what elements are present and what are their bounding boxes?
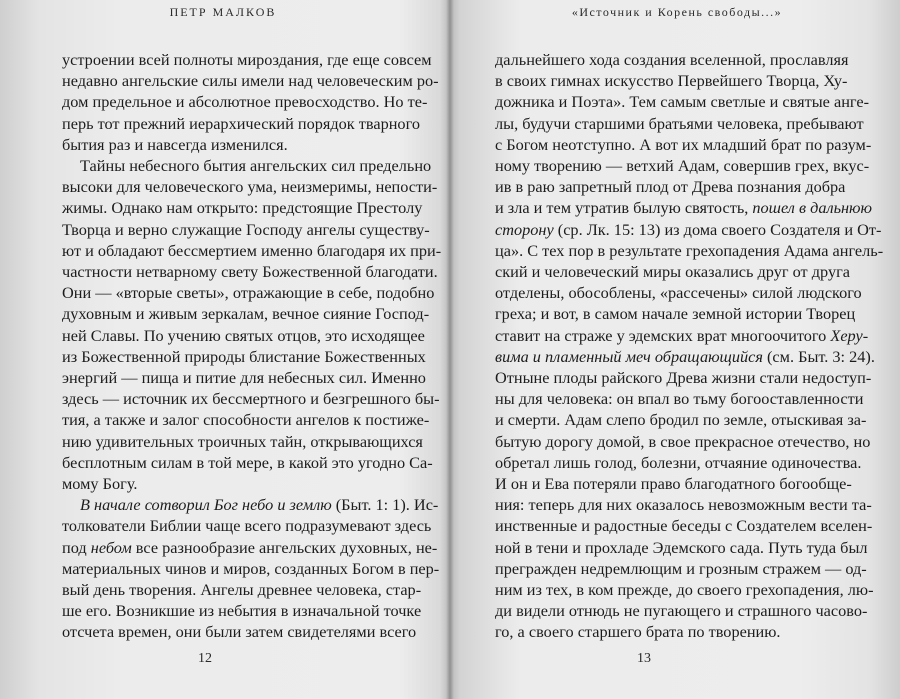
line-text: (ср. Лк. 15: 13) из дома своего Создателя и От-: [553, 219, 882, 239]
italic-text: пошел в дальнюю: [752, 198, 873, 218]
line-text: духовным и живым зеркалам, вечное сияние Господ-: [62, 304, 430, 324]
line-text: устроении всей полноты мироздания, где еще совсем: [62, 50, 432, 69]
line-text: бытия раз и навсегда изменился.: [62, 134, 288, 154]
line-text: ним из тех, в ком прежде, до своего грехопадения, лю-: [495, 580, 874, 599]
line-text: инственные и радостные беседы с Создателем вселен-: [495, 516, 873, 536]
line-text: прегражден недремлющим и грозным стражем — од-: [495, 558, 867, 578]
running-header-left: ПЕТР МАЛКОВ: [169, 5, 277, 19]
line-text: (см. Быт. 3: 24).: [762, 346, 875, 366]
text-line: [495, 620, 780, 644]
line-text: ному творению — ветхий Адам, совершив грех, вкус-: [495, 156, 870, 175]
line-text: мому Богу.: [62, 474, 138, 493]
line-text: нию удивительных троичных тайн, открывающихся: [62, 431, 423, 451]
line-text: толкователи Библии чаще всего подразумевают здесь: [62, 516, 432, 536]
line-text: с Богом неотступно. А вот их младший брат по разум-: [495, 134, 872, 154]
line-text: недавно ангельские силы имели над человеческим ро-: [62, 71, 439, 91]
line-text: ив в раю запретный плод от Древа познания добра: [495, 177, 846, 197]
line-text: ной в тени и прохладе Эдемского сада. Путь туда был: [495, 537, 868, 557]
line-text: Отныне плоды райского Древа жизни стали недоступ-: [495, 368, 872, 387]
page-number-right: 13: [637, 651, 651, 666]
line-text: и смерти. Адам слепо бродил по земле, отыскивая за-: [495, 410, 867, 430]
italic-text: Херу-: [830, 325, 869, 345]
line-text: дальнейшего хода создания вселенной, прославляя: [495, 50, 849, 69]
line-text: го, а своего старшего брата по творению.: [495, 622, 781, 642]
line-text: из Божественной природы блистание Божественных: [62, 346, 426, 366]
line-text: все разнообразие ангельских духовных, не-: [131, 537, 438, 557]
left-page: [0, 0, 446, 699]
italic-text: В начале сотворил Бог небо и землю: [80, 495, 332, 515]
line-text: материальных чинов и миров, созданных Богом в пер-: [62, 558, 440, 578]
line-text: Творца и верно служащие Господу ангелы существу-: [62, 219, 430, 239]
line-text: бытую дорогу домой, в свое прекрасное отечество, но: [495, 431, 871, 451]
line-text: ставит на страже у эдемских врат многоочитого: [495, 325, 831, 345]
line-text: ней Славы. По учению святых отцов, это исходящее: [62, 325, 425, 345]
line-text: и зла и тем утратив былую святость,: [495, 198, 753, 218]
line-text: отделены, обособлены, «рассечены» силой людского: [495, 283, 862, 303]
line-text: ны для человека: он впал во тьму богооставленности: [495, 389, 864, 409]
line-text: ют и обладают бессмертием именно благодаря их при-: [62, 240, 442, 260]
line-text: вый день творения. Ангелы древнее человека, стар-: [62, 580, 422, 599]
running-header-right: «Источник и Корень свободы...»: [571, 5, 783, 19]
line-text: под: [62, 537, 91, 557]
line-text: ский и человеческий миры оказались друг от друга: [495, 262, 850, 281]
line-text: Они — «вторые светы», отражающие в себе, подобно: [62, 283, 435, 303]
italic-text: вима и пламенный меч обращающийся: [495, 346, 763, 366]
line-text: перь тот прежний иерархический порядок тварного: [62, 113, 420, 133]
line-text: И он и Ева потеряли право благодатного богообще-: [495, 474, 852, 493]
line-text: бесплотным силам в той мере, в какой это угодно Са-: [62, 452, 433, 472]
line-text: частности нетварному свету Божественной благодати.: [62, 262, 438, 281]
line-text: здесь — источник их бессмертного и безгрешного бы-: [62, 389, 440, 409]
italic-text: небом: [90, 537, 132, 557]
line-text: отсчета времен, они были затем свидетелями всего: [62, 622, 417, 642]
book-spine: [446, 0, 454, 699]
line-text: ния: теперь для них оказалось невозможным вести та-: [495, 495, 872, 515]
page-number-left: 12: [198, 651, 212, 666]
line-text: обретал лишь голод, болезни, отчаяние одиночества.: [495, 452, 862, 472]
line-text: дожника и Поэта». Тем самым светлые и святые анге-: [495, 92, 870, 112]
right-page: [454, 0, 900, 699]
line-text: (Быт. 1: 1). Ис-: [331, 495, 439, 515]
line-text: энергий — пища и питие для небесных сил. Именно: [62, 368, 426, 387]
line-text: тия, а также и залог способности ангелов к постиже-: [62, 410, 430, 430]
italic-text: сторону: [495, 219, 554, 239]
line-text: ца». С тех пор в результате грехопадения Адама ангель-: [495, 240, 884, 260]
line-text: высоки для человеческого ума, неизмеримы, непости-: [62, 177, 438, 197]
line-text: лы, будучи старшими братьями человека, пребывают: [495, 113, 864, 133]
line-text: жимы. Однако нам открыто: предстоящие Престолу: [62, 198, 423, 218]
text-line: [62, 620, 416, 644]
line-text: в своих гимнах искусство Первейшего Творца, Ху-: [495, 71, 848, 91]
line-text: греха; и вот, в самом начале земной истории Творец: [495, 304, 856, 324]
line-text: Тайны небесного бытия ангельских сил предельно: [80, 156, 432, 175]
line-text: дом предельное и абсолютное превосходство. Но те-: [62, 92, 428, 112]
line-text: ше его. Возникшие из небытия в изначальной точке: [62, 601, 422, 621]
line-text: ди видели отнюдь не пугающего и страшного часово-: [495, 601, 868, 621]
